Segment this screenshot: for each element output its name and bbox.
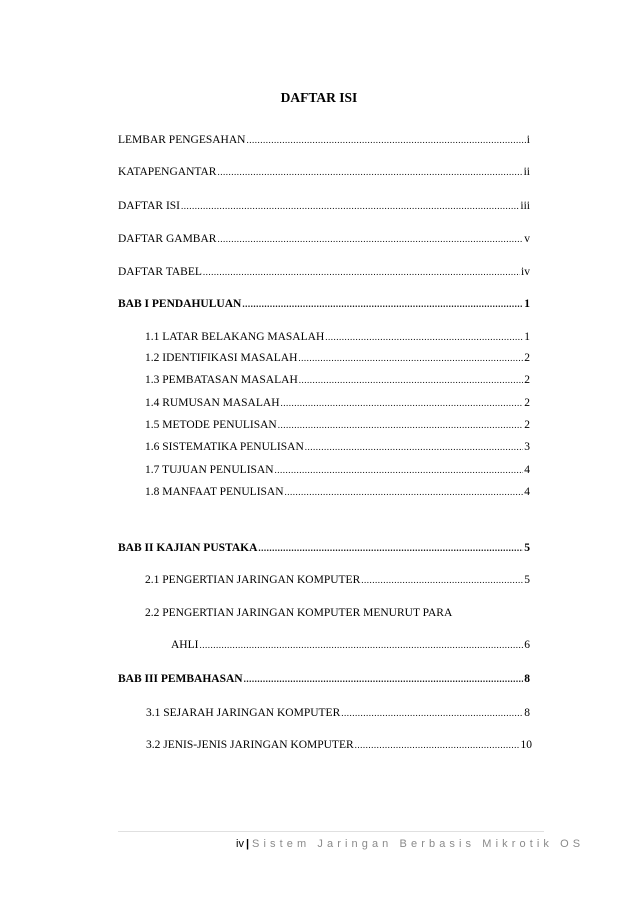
toc-entry-page: 10 [520,739,532,751]
toc-entry-page: 2 [524,374,530,386]
toc-leader [299,373,523,387]
toc-leader [361,573,523,587]
toc-entry-1-2[interactable] [145,351,530,365]
footer-divider [118,831,544,832]
toc-entry-1-7[interactable] [145,463,530,477]
toc-leader [242,297,523,311]
toc-entry-page: 8 [524,673,530,685]
toc-entry-label: 1.5 METODE PENULISAN [145,419,277,431]
page-title: DAFTAR ISI [280,90,358,105]
toc-leader [217,165,522,179]
toc-entry-page: 1 [524,298,530,310]
toc-entry-1-1[interactable] [145,330,530,344]
toc-leader [281,396,524,410]
toc-entry-2-1[interactable] [145,573,530,587]
toc-entry-daftar-isi[interactable] [118,199,530,213]
toc-entry-lembar-pengesahan[interactable] [118,133,530,147]
toc-leader [325,330,523,344]
toc-leader [341,706,523,720]
toc-entry-page: v [524,233,530,245]
toc-entry-1-3[interactable] [145,373,530,387]
toc-entry-1-6[interactable] [145,440,530,454]
toc-entry-page: 4 [524,486,530,498]
toc-entry-daftar-tabel[interactable] [118,265,530,279]
toc-entry-label: 3.2 JENIS-JENIS JARINGAN KOMPUTER [146,739,354,751]
toc-entry-page: 6 [524,639,530,651]
toc-entry-3-2[interactable] [146,738,532,752]
page-footer [236,838,584,850]
toc-entry-label: AHLI [171,639,199,651]
toc-entry-1-4[interactable] [145,396,530,410]
toc-entry-label: DAFTAR GAMBAR [118,233,217,245]
footer-page-number: iv [236,838,244,850]
toc-leader [278,418,524,432]
toc-entry-bab-1[interactable] [118,297,530,311]
toc-entry-page: iv [521,266,530,278]
toc-entry-label: BAB III PEMBAHASAN [118,673,243,685]
toc-entry-label: 1.8 MANFAAT PENULISAN [145,486,284,498]
toc-entry-page: ii [523,166,530,178]
toc-entry-3-1[interactable] [146,706,530,720]
toc-entry-label: 3.1 SEJARAH JARINGAN KOMPUTER [146,707,341,719]
toc-entry-page: 2 [524,419,530,431]
toc-entry-page: 1 [524,331,530,343]
toc-entry-label: DAFTAR TABEL [118,266,202,278]
toc-leader [181,199,519,213]
toc-entry-label: 2.1 PENGERTIAN JARINGAN KOMPUTER [145,574,361,586]
toc-leader [355,738,520,752]
toc-entry-label: 1.6 SISTEMATIKA PENULISAN [145,441,304,453]
toc-entry-label: 1.2 IDENTIFIKASI MASALAH [145,352,298,364]
toc-entry-label: 1.7 TUJUAN PENULISAN [145,464,274,476]
toc-entry-kata-pengantar[interactable] [118,165,530,179]
toc-entry-1-8[interactable] [145,485,530,499]
toc-leader [305,440,523,454]
toc-leader [246,133,525,147]
toc-leader [298,351,523,365]
toc-entry-bab-3[interactable] [118,672,530,686]
toc-entry-label: 1.3 PEMBATASAN MASALAH [145,374,298,386]
toc-leader [203,265,520,279]
toc-entry-daftar-gambar[interactable] [118,232,530,246]
toc-entry-page: 4 [524,464,530,476]
toc-entry-page: 3 [524,441,530,453]
toc-leader [199,638,523,652]
toc-leader [217,232,523,246]
toc-entry-label: BAB I PENDAHULUAN [118,298,242,310]
toc-entry-label: BAB II KAJIAN PUSTAKA [118,542,258,554]
toc-entry-label: KATAPENGANTAR [118,166,217,178]
toc-entry-page: 8 [524,707,530,719]
footer-running-title: Sistem Jaringan Berbasis Mikrotik OS [252,838,585,850]
toc-leader [285,485,524,499]
toc-leader [275,463,524,477]
toc-entry-bab-2[interactable] [118,541,530,555]
toc-entry-1-5[interactable] [145,418,530,432]
toc-entry-page: 2 [524,352,530,364]
toc-entry-label: DAFTAR ISI [118,200,181,212]
toc-entry-page: iii [520,200,530,212]
toc-entry-label: LEMBAR PENGESAHAN [118,134,246,146]
toc-entry-label: 1.4 RUMUSAN MASALAH [145,397,280,409]
toc-entry-label: 1.1 LATAR BELAKANG MASALAH [145,331,325,343]
toc-entry-page: 2 [524,397,530,409]
toc-entry-2-2[interactable]: 2.2 PENGERTIAN JARINGAN KOMPUTER MENURUT PARA [145,607,453,619]
toc-entry-page: 5 [524,542,530,554]
toc-entry-page: i [526,134,530,146]
toc-entry-page: 5 [524,574,530,586]
footer-separator: | [245,838,250,850]
toc-leader [244,672,524,686]
toc-entry-2-2-continued[interactable] [171,638,530,652]
toc-leader [258,541,523,555]
